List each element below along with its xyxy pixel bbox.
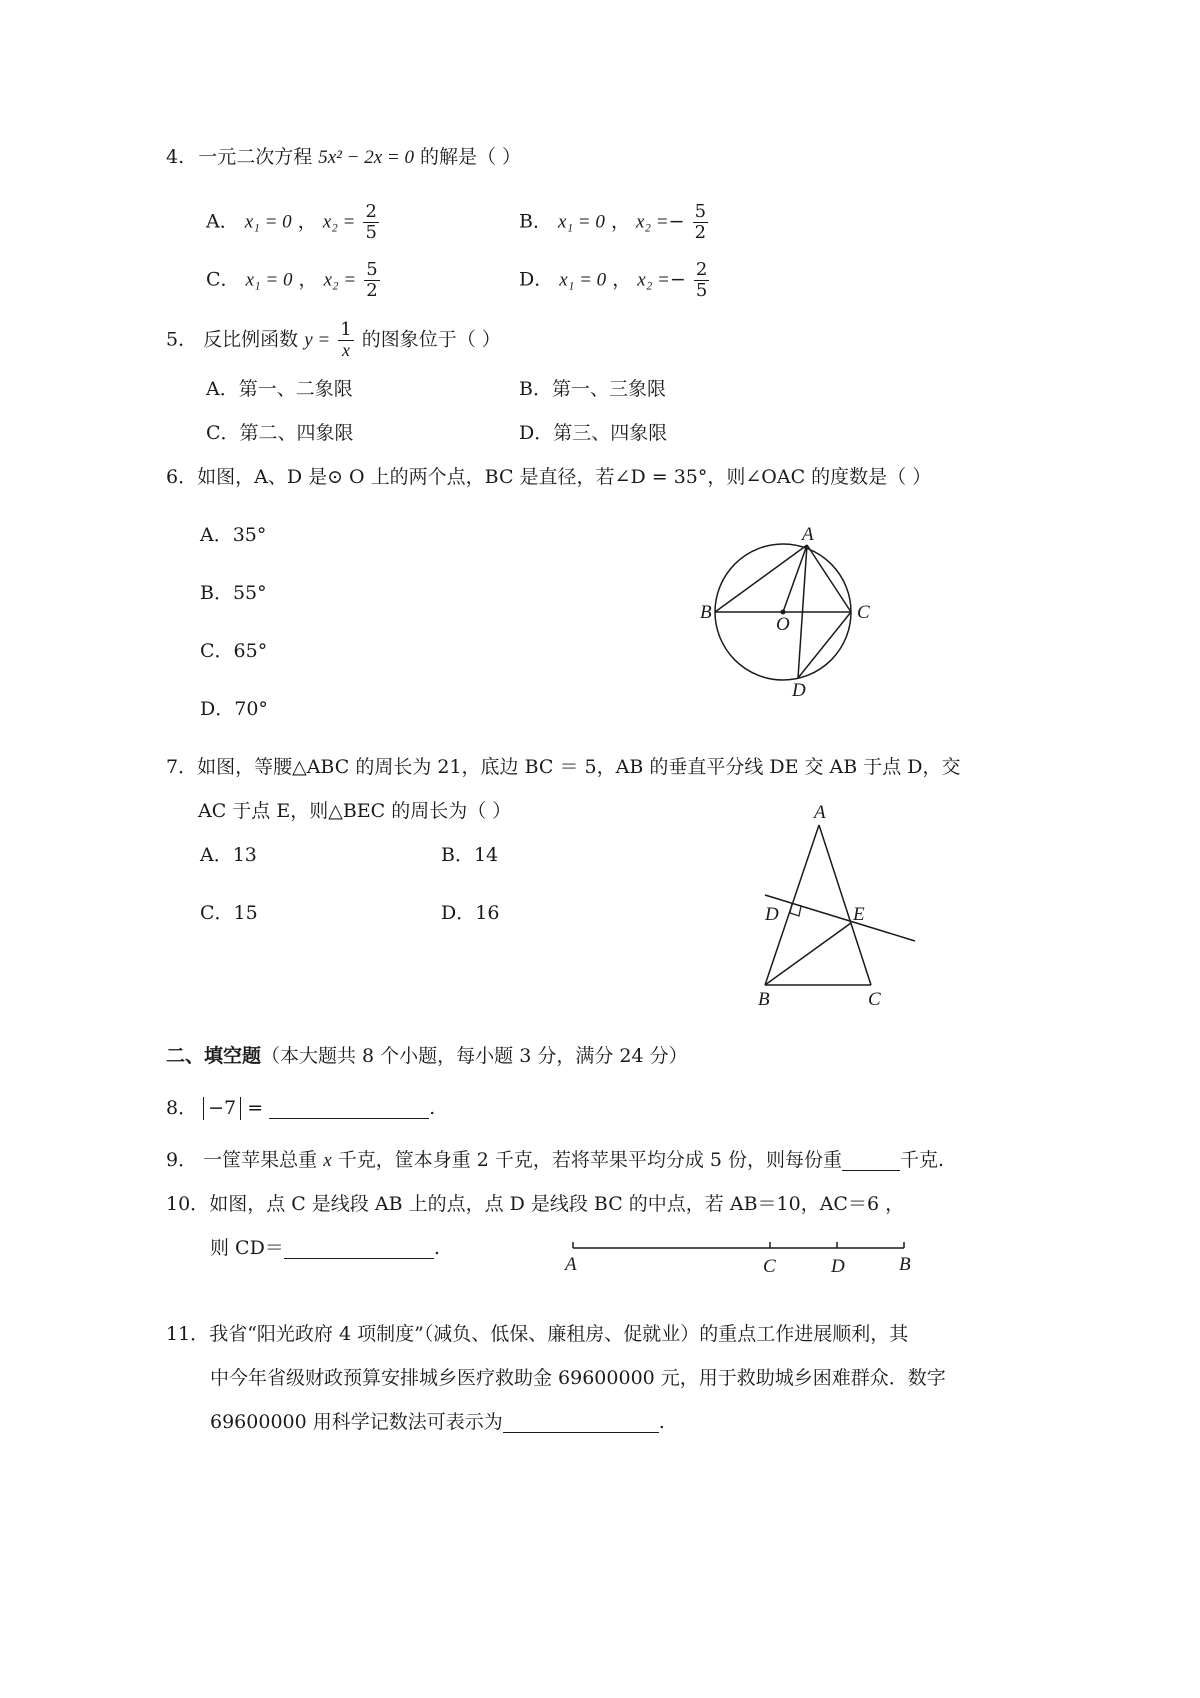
denominator: x — [341, 339, 350, 360]
q8-expr: −7 — [208, 1097, 237, 1119]
q4-option-b[interactable] — [519, 202, 710, 243]
separator: ， — [612, 268, 632, 291]
q11-line1-text: 我省“阳光政府 4 项制度”（减负、低保、廉租房、促就业）的重点工作进展顺利，其 — [209, 1323, 909, 1345]
q4-option-b-x2: x₂ = — [636, 211, 669, 233]
fraction — [693, 202, 708, 243]
segment-be — [765, 923, 851, 985]
q8-absolute-value — [203, 1097, 241, 1120]
option-letter: C． — [206, 268, 240, 291]
fraction — [338, 320, 353, 361]
label-a: A — [802, 524, 814, 545]
q5-option-a[interactable]: A．第一、二象限 — [206, 378, 353, 400]
q4-option-a-x1: x₁ = 0 — [244, 211, 292, 233]
q5-option-d[interactable]: D．第三、四象限 — [519, 422, 668, 444]
q4-option-c-x1: x₁ = 0 — [245, 269, 293, 291]
sign: − — [668, 210, 685, 233]
q7-number: 7． — [166, 756, 198, 778]
q9-text-a: 一筐苹果总重 — [203, 1149, 318, 1171]
q4-option-a-x2: x₂ = — [322, 211, 356, 233]
q10-line1 — [166, 1195, 904, 1214]
label-b: B — [899, 1254, 911, 1275]
q10-answer-blank[interactable] — [284, 1239, 434, 1259]
q6-option-a[interactable]: A．35° — [200, 524, 267, 546]
q7-option-a[interactable]: A．13 — [200, 844, 257, 866]
q7-option-b[interactable]: B．14 — [441, 844, 499, 866]
separator: ， — [610, 210, 630, 233]
numerator: 5 — [694, 201, 707, 222]
q6-number: 6． — [166, 466, 198, 488]
q11-line3-end: . — [658, 1411, 665, 1433]
denominator: 2 — [694, 221, 707, 243]
q5-y-eq: y = — [304, 329, 331, 351]
q4-option-d[interactable] — [519, 260, 711, 301]
numerator: 5 — [366, 259, 378, 280]
option-letter: A． — [206, 210, 239, 233]
fraction — [694, 260, 709, 301]
q11-answer-blank[interactable] — [503, 1413, 659, 1433]
label-d: D — [765, 904, 779, 925]
q9-text-b: 千克，筐本身重 2 千克，若将苹果平均分成 5 份，则每份重 — [337, 1149, 843, 1171]
q10-line2 — [210, 1239, 440, 1259]
q6-option-c[interactable]: C．65° — [200, 640, 268, 662]
denominator: 5 — [365, 221, 377, 243]
label-d: D — [792, 680, 806, 701]
q6-option-d[interactable]: D．70° — [200, 698, 268, 720]
q5-stem-prefix: 反比例函数 — [203, 328, 299, 351]
q6-circle-figure — [690, 520, 890, 710]
q8-answer-blank[interactable] — [269, 1099, 429, 1119]
section-2-title: 二、填空题 — [166, 1045, 262, 1067]
q9-var: x — [323, 1150, 332, 1171]
sign: − — [669, 268, 686, 291]
q7-line1 — [166, 758, 961, 777]
q4-number: 4. — [166, 146, 185, 168]
section-2-heading — [166, 1047, 688, 1066]
q4-option-a[interactable] — [206, 202, 381, 243]
q7-line2: AC 于点 E，则△BEC 的周长为（ ） — [198, 800, 512, 822]
numerator: 1 — [340, 319, 352, 340]
q4-option-c[interactable] — [206, 260, 382, 301]
q11-number: 11． — [166, 1323, 210, 1345]
q4-equation: 5x² − 2x = 0 — [318, 147, 414, 168]
q4-stem-prefix: 一元二次方程 — [198, 146, 313, 168]
segment-ab — [715, 545, 807, 612]
q8-equals: = — [247, 1097, 264, 1119]
label-b: B — [700, 602, 712, 623]
separator: ， — [297, 210, 317, 233]
q10-line1-text: 如图，点 C 是线段 AB 上的点，点 D 是线段 BC 的中点，若 AB＝10，AC＝6 ， — [209, 1193, 905, 1215]
q10-segment-figure — [556, 1234, 926, 1284]
option-letter: D． — [519, 268, 554, 291]
q6-option-b[interactable]: B．55° — [200, 582, 267, 604]
label-c: C — [763, 1256, 776, 1277]
q9-number: 9． — [166, 1149, 198, 1171]
fraction — [364, 260, 379, 301]
q6-stem — [166, 468, 931, 487]
q10-line2-prefix: 则 CD＝ — [210, 1237, 284, 1259]
q4-stem-suffix: 的解是（ ） — [420, 146, 522, 168]
q5-option-b[interactable]: B．第一、三象限 — [519, 378, 666, 400]
label-d: D — [831, 1256, 845, 1277]
q9-answer-blank[interactable] — [842, 1151, 900, 1171]
section-2-note: （本大题共 8 个小题，每小题 3 分，满分 24 分） — [261, 1045, 688, 1067]
q8 — [166, 1097, 435, 1120]
option-letter: B． — [519, 210, 552, 233]
q11-line3-prefix: 69600000 用科学记数法可表示为 — [210, 1411, 503, 1433]
q9 — [166, 1151, 944, 1171]
label-c: C — [868, 989, 881, 1010]
fraction — [363, 202, 378, 243]
q4-option-b-x1: x₁ = 0 — [558, 211, 605, 233]
denominator: 2 — [366, 279, 378, 301]
separator: ， — [298, 268, 318, 291]
label-a: A — [565, 1254, 577, 1275]
q11-line3 — [210, 1413, 665, 1433]
q6-stem-text: 如图，A、D 是⊙ O 上的两个点，BC 是直径，若∠D = 35°，则∠OAC 的度数是（ ） — [197, 466, 932, 488]
q4-option-d-x1: x₁ = 0 — [559, 269, 607, 291]
label-c: C — [857, 602, 870, 623]
denominator: 5 — [695, 279, 708, 301]
q8-number: 8． — [166, 1097, 198, 1119]
q7-line1-text: 如图，等腰△ABC 的周长为 21，底边 BC ＝ 5，AB 的垂直平分线 DE 交 AB 于点 D，交 — [197, 756, 961, 778]
numerator: 2 — [695, 259, 708, 280]
q7-triangle-figure — [740, 800, 930, 1015]
q4-option-c-x2: x₂ = — [323, 269, 357, 291]
q11-line2: 中今年省级财政预算安排城乡医疗救助金 69600000 元，用于救助城乡困难群众．数字 — [210, 1367, 946, 1389]
q5-number: 5． — [166, 328, 198, 351]
q4-stem — [166, 148, 521, 167]
q11-line1 — [166, 1325, 908, 1344]
segment-ac — [807, 545, 851, 612]
q7-option-d[interactable]: D．16 — [441, 902, 500, 924]
q10-line2-end: . — [433, 1237, 440, 1259]
q10-number: 10． — [166, 1193, 210, 1215]
q5-stem-suffix: 的图象位于（ ） — [361, 328, 501, 351]
q5-option-c[interactable]: C．第二、四象限 — [206, 422, 354, 444]
q9-text-c: 千克. — [900, 1149, 945, 1171]
label-e: E — [853, 904, 865, 925]
q8-end: . — [429, 1097, 436, 1119]
label-o: O — [776, 614, 790, 635]
label-b: B — [758, 989, 770, 1010]
numerator: 2 — [365, 201, 377, 222]
q4-option-d-x2: x₂ = — [637, 269, 670, 291]
label-a: A — [814, 802, 826, 823]
q5-stem — [166, 320, 501, 361]
q7-option-c[interactable]: C．15 — [200, 902, 258, 924]
